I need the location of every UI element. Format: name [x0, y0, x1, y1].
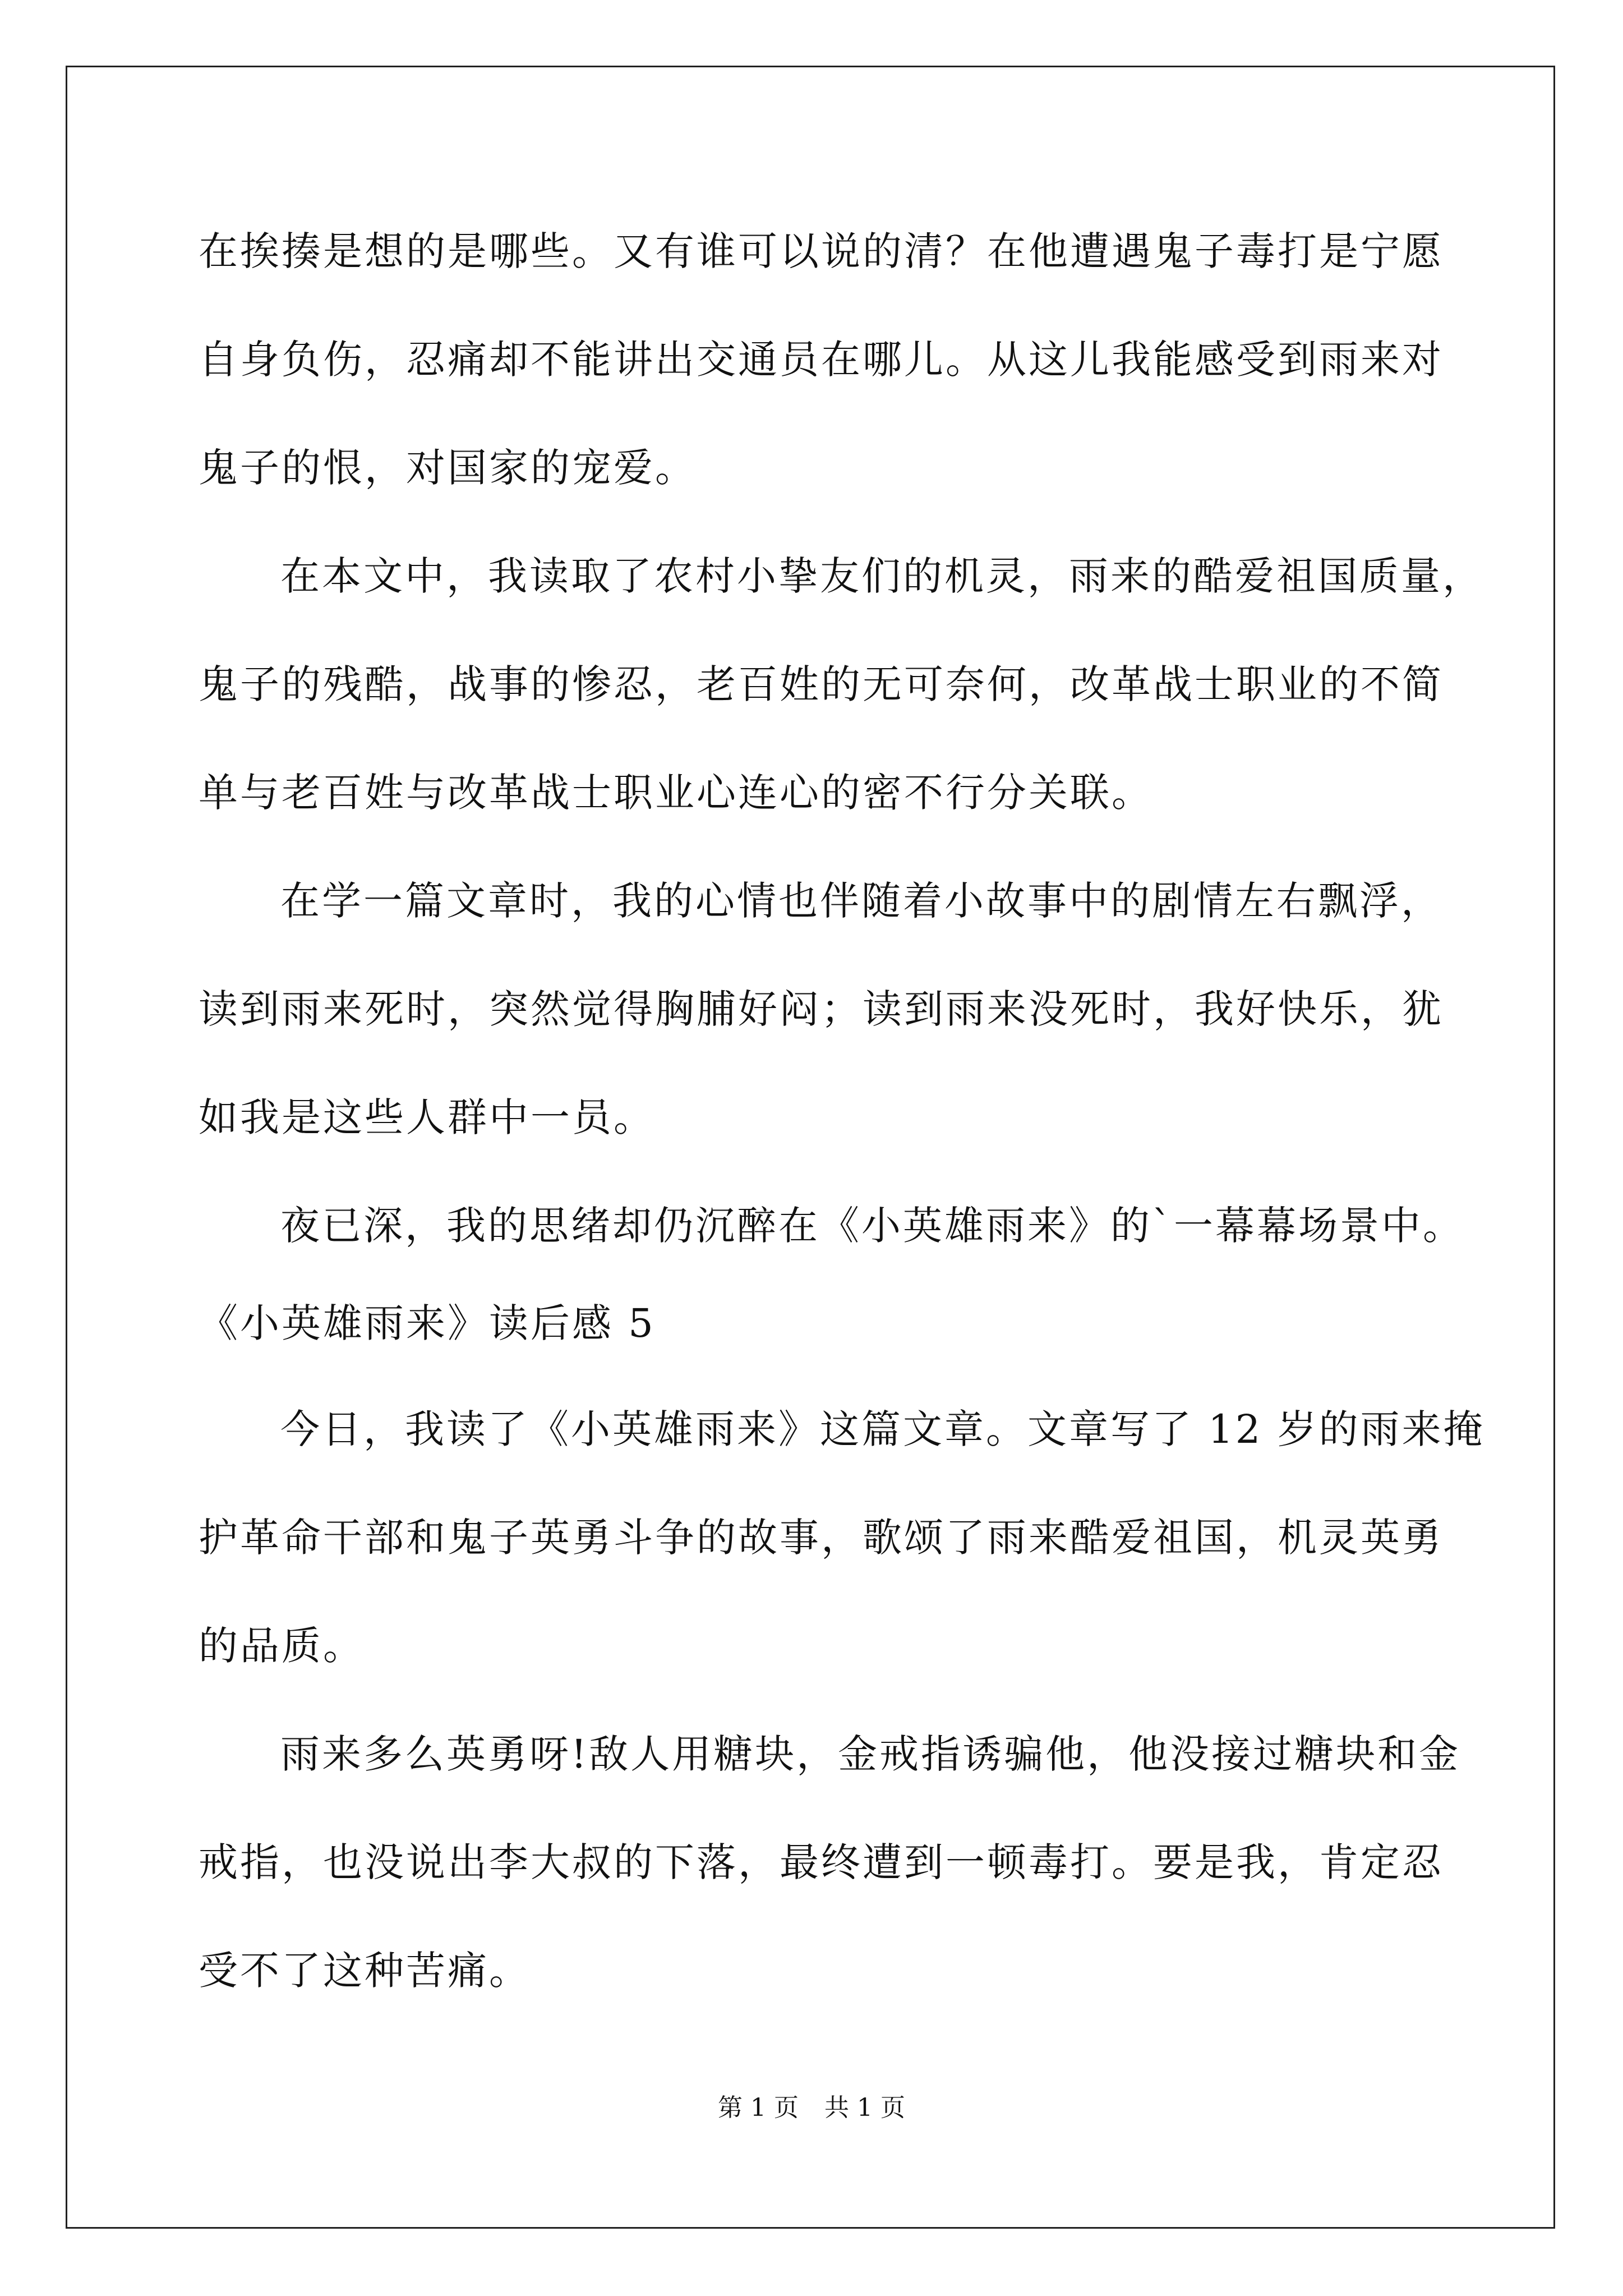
section-title: 《小英雄雨来》读后感 5 [199, 1300, 656, 1346]
page-total: 共 1 页 [824, 2093, 905, 2122]
paragraph-5-line-2: 护革命干部和鬼子英勇斗争的故事，歌颂了雨来酷爱祖国，机灵英勇 [199, 1515, 1444, 1561]
paragraph-3-line-1: 在学一篇文章时，我的心情也伴随着小故事中的剧情左右飘浮， [280, 878, 1442, 924]
paragraph-1-line-2: 自身负伤，忍痛却不能讲出交通员在哪儿。从这儿我能感受到雨来对 [199, 337, 1444, 383]
paragraph-6-line-1: 雨来多么英勇呀!敌人用糖块，金戒指诱骗他，他没接过糖块和金 [280, 1731, 1461, 1777]
page-number: 第 1 页 [718, 2093, 799, 2122]
paragraph-3-line-2: 读到雨来死时，突然觉得胸脯好闷；读到雨来没死时，我好快乐，犹 [199, 986, 1444, 1032]
paragraph-3-line-3: 如我是这些人群中一员。 [199, 1094, 655, 1140]
paragraph-2-line-3: 单与老百姓与改革战士职业心连心的密不行分关联。 [199, 770, 1153, 816]
paragraph-6-line-2: 戒指，也没说出李大叔的下落，最终遭到一顿毒打。要是我，肯定忍 [199, 1839, 1444, 1885]
paragraph-5-line-1: 今日，我读了《小英雄雨来》这篇文章。文章写了 12 岁的雨来掩 [280, 1406, 1485, 1452]
paragraph-2-line-2: 鬼子的残酷，战事的惨忍，老百姓的无可奈何，改革战士职业的不简 [199, 661, 1444, 707]
paragraph-4-line-1: 夜已深，我的思绪却仍沉醉在《小英雄雨来》的`一幕幕场景中。 [280, 1203, 1464, 1249]
page-border [66, 66, 1555, 2229]
page-footer [0, 2091, 1623, 2125]
paragraph-6-line-3: 受不了这种苦痛。 [199, 1948, 531, 1994]
paragraph-5-line-3: 的品质。 [199, 1623, 365, 1669]
paragraph-1-line-1: 在挨揍是想的是哪些。又有谁可以说的清？在他遭遇鬼子毒打是宁愿 [199, 228, 1444, 274]
paragraph-2-line-1: 在本文中，我读取了农村小挚友们的机灵，雨来的酷爱祖国质量， [280, 553, 1484, 599]
paragraph-1-line-3: 鬼子的恨，对国家的宠爱。 [199, 445, 697, 491]
